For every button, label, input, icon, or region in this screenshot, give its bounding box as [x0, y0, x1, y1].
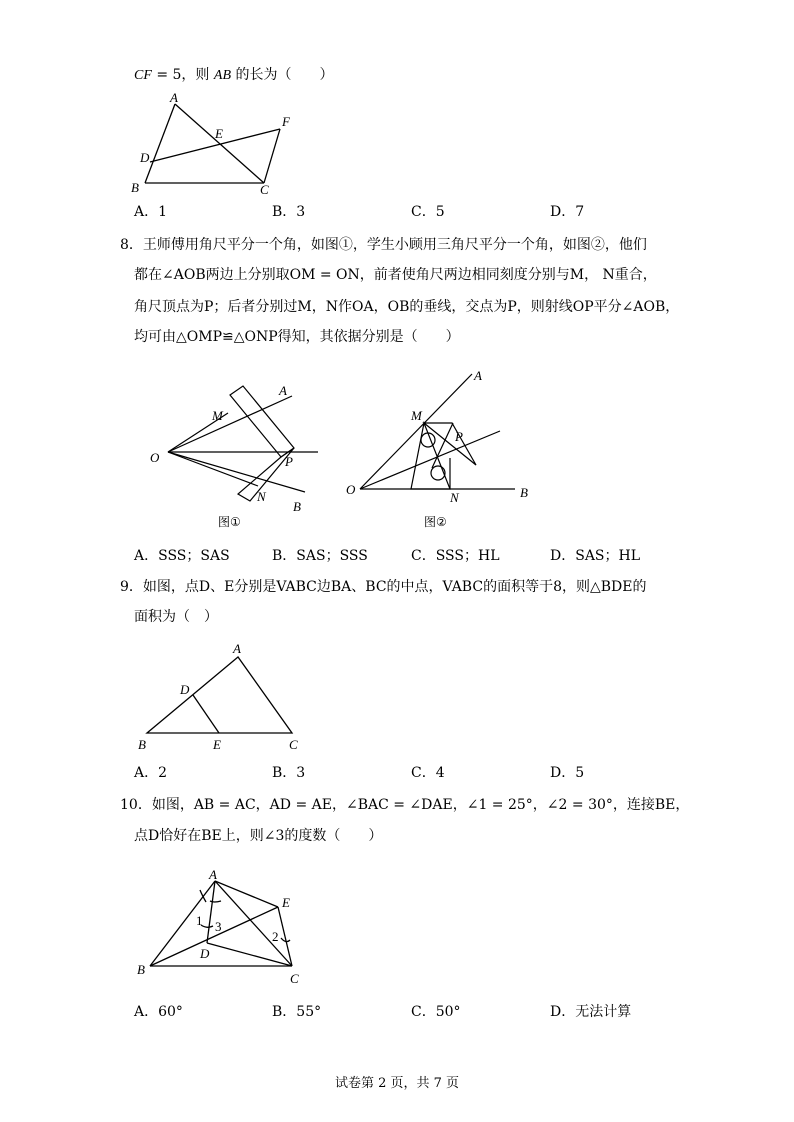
- q8-fig2-caption: 图②: [424, 515, 447, 529]
- q8-fig1-caption: 图①: [218, 515, 241, 529]
- q8-option-a[interactable]: A．SSS；SAS: [134, 548, 230, 564]
- q9-label-c: C: [289, 737, 298, 752]
- q9-option-a[interactable]: A．2: [134, 765, 168, 781]
- q7-label-a: A: [170, 90, 178, 105]
- q7-stem-cf: CF: [134, 68, 152, 83]
- q9-label-e: E: [213, 737, 221, 752]
- q7-option-b[interactable]: B．3: [272, 204, 306, 220]
- q10-stem-line1: 10．如图，AB = AC，AD = AE，∠BAC = ∠DAE，∠1 = 25°，∠2 = 30°，连接BE，: [120, 797, 690, 813]
- q8-option-c[interactable]: C．SSS；HL: [411, 548, 500, 564]
- q9-option-b[interactable]: B．3: [272, 765, 306, 781]
- q8-fig1-label-b: B: [293, 499, 301, 514]
- q7-option-d[interactable]: D．7: [550, 204, 585, 220]
- q8-fig2-label-n: N: [450, 490, 459, 505]
- q8-stem-line2: 都在∠AOB两边上分别取OM = ON，前者使角尺两边相同刻度分别与M， N重合，: [134, 267, 657, 283]
- q9-option-d[interactable]: D．5: [550, 765, 585, 781]
- q7-option-c[interactable]: C．5: [411, 204, 445, 220]
- q8-fig1-label-p: P: [285, 454, 293, 469]
- q7-stem-eq: = 5，则: [151, 67, 214, 83]
- q10-option-c[interactable]: C．50°: [411, 1004, 461, 1020]
- q9-label-a: A: [233, 641, 241, 656]
- q8-fig2-label-a: A: [474, 368, 482, 383]
- q10-label-b: B: [137, 962, 145, 977]
- page-footer: 试卷第 2 页，共 7 页: [334, 1076, 460, 1091]
- q10-angle-3: 3: [215, 919, 222, 934]
- q7-label-c: C: [260, 182, 269, 197]
- q8-fig2-label-m: M: [411, 408, 422, 423]
- q7-label-e: E: [215, 126, 223, 141]
- q8-stem-line4: 均可由△OMP≌△ONP得知，其依据分别是（ ）: [134, 329, 460, 345]
- q8-option-d[interactable]: D．SAS；HL: [550, 548, 641, 564]
- q7-label-f: F: [282, 114, 290, 129]
- q10-label-e: E: [282, 895, 290, 910]
- q10-label-a: A: [209, 867, 217, 882]
- q8-option-b[interactable]: B．SAS；SSS: [272, 548, 368, 564]
- q7-stem-tail: 的长为（ ）: [231, 67, 334, 83]
- q9-label-d: D: [180, 682, 190, 697]
- q7-option-a[interactable]: A．1: [134, 204, 168, 220]
- q9-stem-line1: 9．如图，点D、E分别是VABC边BA、BC的中点，VABC的面积等于8，则△BDE的: [120, 579, 647, 595]
- q10-stem-line2: 点D恰好在BE上，则∠3的度数（ ）: [134, 828, 383, 844]
- q8-fig1-label-a: A: [279, 383, 287, 398]
- q9-stem-line2: 面积为（ ）: [134, 609, 218, 625]
- q10-option-d[interactable]: D．无法计算: [550, 1004, 632, 1020]
- q9-label-b: B: [138, 737, 146, 752]
- q8-stem-line1: 8．王师傅用角尺平分一个角，如图①，学生小顾用三角尺平分一个角，如图②，他们: [120, 237, 647, 253]
- q8-fig1-label-o: O: [150, 450, 160, 465]
- q7-label-d: D: [140, 150, 150, 165]
- q8-fig2-label-b: B: [520, 485, 528, 500]
- q7-label-b: B: [131, 180, 139, 195]
- q10-angle-2: 2: [272, 929, 279, 944]
- q10-option-b[interactable]: B．55°: [272, 1004, 322, 1020]
- q8-fig2-label-o: O: [346, 482, 356, 497]
- q8-stem-line3: 角尺顶点为P；后者分别过M，N作OA，OB的垂线，交点为P，则射线OP平分∠AOB，: [134, 299, 680, 315]
- q8-fig2-label-p: P: [455, 429, 463, 444]
- q10-angle-1: 1: [196, 913, 203, 928]
- q10-label-c: C: [290, 971, 299, 986]
- q10-label-d: D: [200, 946, 210, 961]
- q10-option-a[interactable]: A．60°: [134, 1004, 183, 1020]
- q8-fig1-label-n: N: [257, 489, 266, 504]
- q8-fig1-label-m: M: [212, 408, 223, 423]
- q9-option-c[interactable]: C．4: [411, 765, 445, 781]
- q7-stem-ab: AB: [213, 68, 231, 83]
